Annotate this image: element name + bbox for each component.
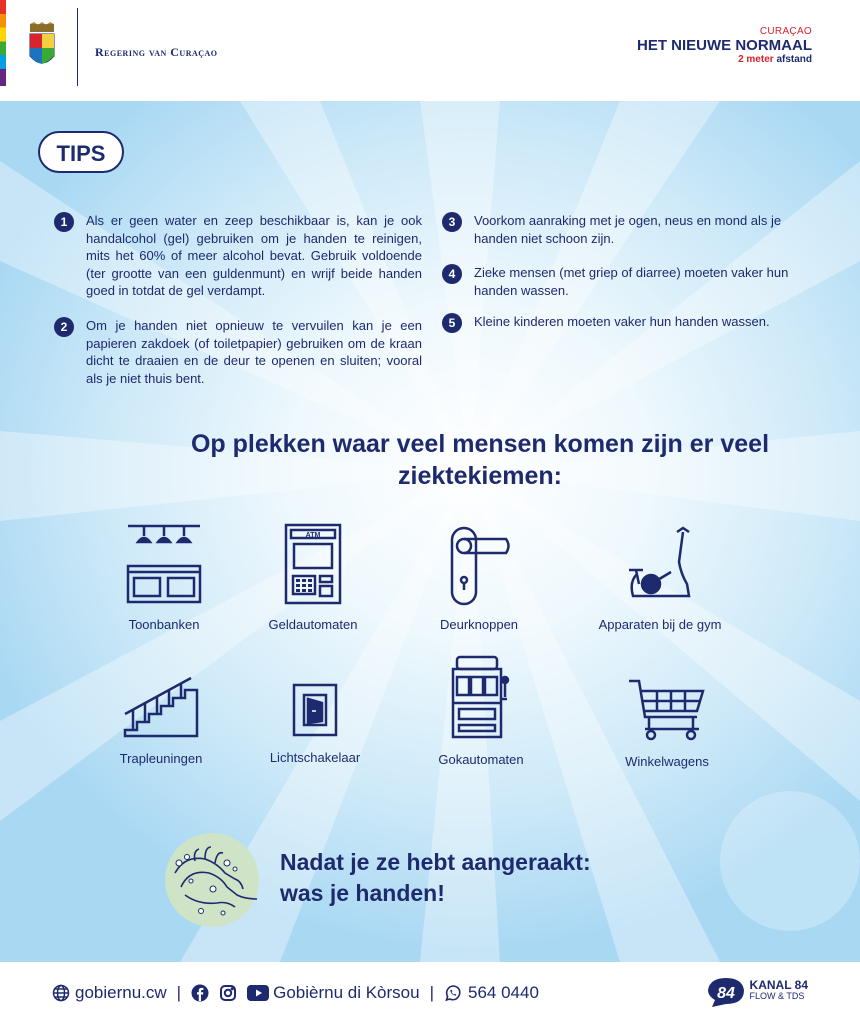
place-stairs — [91, 674, 231, 767]
place-label: Toonbanken — [128, 617, 200, 632]
globe-icon — [52, 984, 70, 1002]
color-stripe — [0, 0, 6, 86]
place-shopping-cart — [597, 677, 737, 770]
stair-railing-icon — [121, 674, 201, 740]
header — [0, 0, 860, 101]
counter-icon — [124, 522, 204, 606]
place-label: Lichtschakelaar — [269, 750, 361, 765]
place-label: Deurknoppen — [439, 617, 519, 632]
place-gym — [590, 522, 730, 633]
kanal-84-logo — [706, 976, 808, 1006]
place-label: Geldautomaten — [268, 617, 358, 632]
tip-number: 2 — [54, 317, 74, 337]
tip-number: 4 — [442, 264, 462, 284]
phone-number[interactable]: 564 0440 — [468, 983, 539, 1002]
germs-heading: Op plekken waar veel mensen komen zijn er veel ziektekiemen: — [190, 430, 770, 490]
campaign-country: CURAÇAO — [759, 26, 812, 37]
light-switch-icon — [290, 681, 340, 739]
place-light-switch — [245, 681, 385, 766]
kanal-84-text: KANAL 84 FLOW & TDS — [749, 978, 808, 1001]
tip-text: Voorkom aanraking met je ogen, neus en mond als je handen niet schoon zijn. — [474, 213, 782, 246]
kanal-84-icon — [706, 976, 746, 1006]
handwash-illustration — [165, 833, 259, 927]
atm-icon — [283, 522, 343, 606]
place-slot-machine — [411, 653, 551, 768]
exercise-bike-icon — [625, 522, 695, 606]
place-door-handle — [409, 522, 549, 633]
tip-text: Kleine kinderen moeten vaker hun handen wassen. — [474, 314, 770, 329]
door-handle-icon — [444, 522, 514, 606]
tip-text: Om je handen niet opnieuw te vervuilen kan je een papieren zakdoek (of toiletpapier) gebruiken om de kraan dicht te draaien en de deur te openen en sluiten; vooral als je niet thuis bent. — [86, 318, 422, 386]
place-counter — [94, 522, 234, 633]
footer — [0, 962, 860, 1024]
place-label: Apparaten bij de gym — [598, 617, 722, 632]
campaign-subtitle: 2 meter afstand — [738, 54, 812, 65]
contact-row — [52, 983, 539, 1003]
svg-text:ATM: ATM — [305, 532, 321, 539]
tip-text: Als er geen water en zeep beschikbaar is, kan je ook handalcohol (gel) gebruiken om je handen te reinigen, mits het 60% of meer alcohol bevat. Gebruik voldoende (ter grootte van een guldenmunt) en wrijf beide handen goed in totdat de gel verdampt. — [86, 213, 422, 298]
header-divider — [77, 8, 78, 86]
place-atm — [243, 522, 383, 633]
slot-machine-icon — [449, 653, 513, 741]
place-label: Gokautomaten — [438, 752, 524, 767]
campaign-title: HET NIEUWE NORMAAL — [637, 37, 812, 54]
tip-number: 5 — [442, 313, 462, 333]
instagram-icon[interactable] — [219, 984, 237, 1002]
main-content — [0, 101, 860, 962]
wash-message — [280, 847, 591, 909]
washing-hands-icon — [165, 833, 259, 927]
whatsapp-icon — [444, 984, 462, 1002]
tip-number: 3 — [442, 212, 462, 232]
coat-of-arms-icon — [26, 22, 58, 74]
shopping-cart-icon — [627, 677, 707, 743]
wash-line-1: Nadat je ze hebt aangeraakt: — [280, 849, 591, 875]
separator: | — [176, 983, 182, 1002]
place-label: Winkelwagens — [625, 754, 709, 769]
place-label: Trapleuningen — [119, 751, 203, 766]
tip-text: Zieke mensen (met griep of diarree) moeten vaker hun handen wassen. — [474, 265, 789, 298]
social-handle[interactable]: Gobièrnu di Kòrsou — [273, 983, 420, 1002]
campaign-logo — [637, 26, 812, 65]
youtube-icon[interactable] — [247, 985, 269, 1001]
separator: | — [429, 983, 434, 1002]
government-name: Regering van Curaçao — [95, 45, 218, 59]
website-link[interactable]: gobiernu.cw — [75, 983, 167, 1002]
wash-line-2: was je handen! — [280, 880, 445, 906]
tip-number: 1 — [54, 212, 74, 232]
facebook-icon[interactable] — [191, 984, 209, 1002]
tips-badge: TIPS — [38, 131, 124, 173]
svg-text:84: 84 — [716, 985, 735, 1002]
